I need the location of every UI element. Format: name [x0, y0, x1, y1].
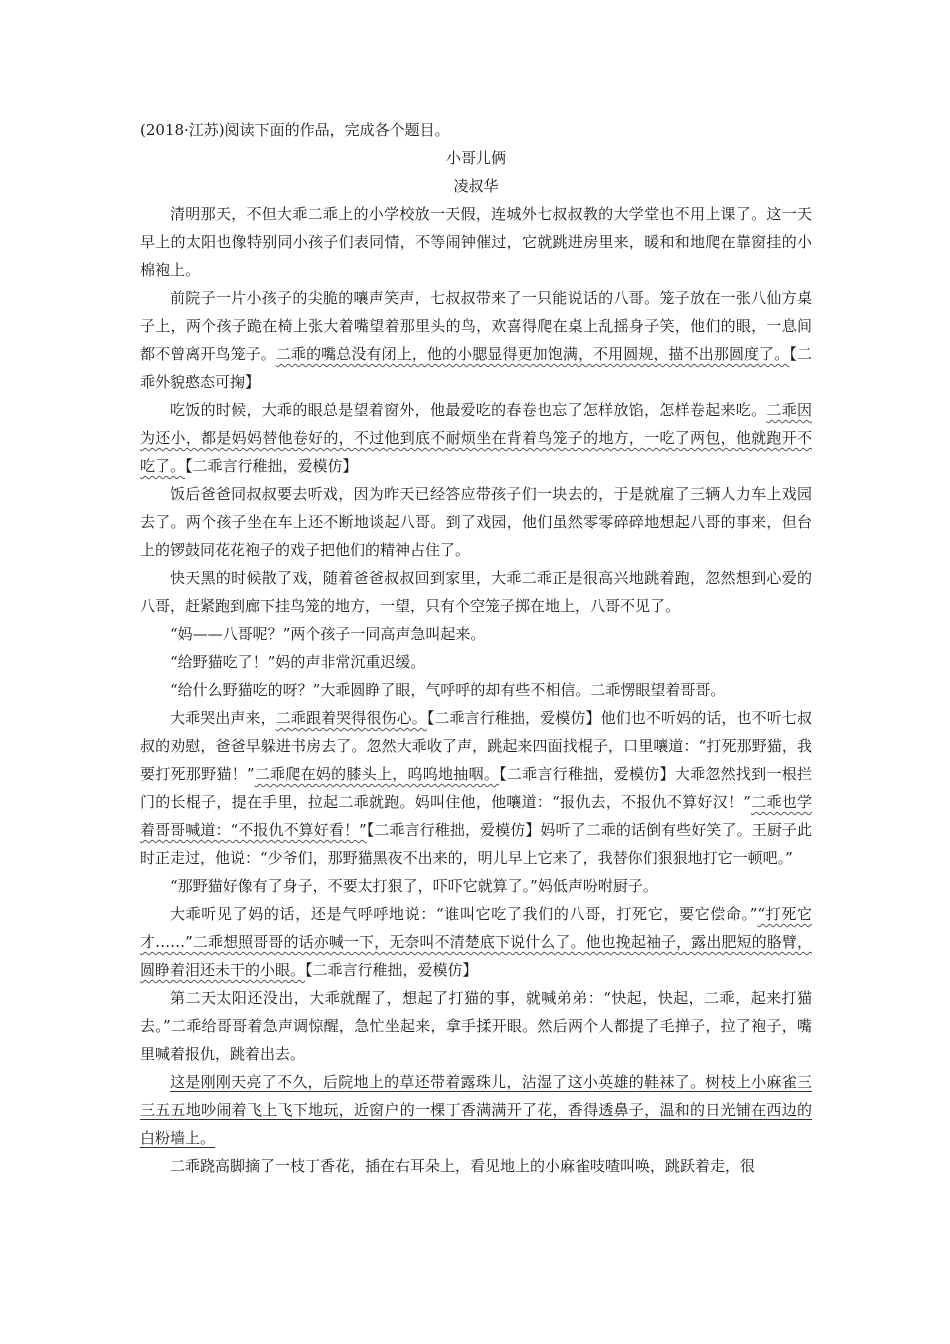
paragraph-text: 快天黑的时候散了戏，随着爸爸叔叔回到家里，大乖二乖正是很高兴地跳着跑，忽然想到心爱的八哥，赶紧跑到廊下挂鸟笼的地方，一望，只有个空笼子掷在地上，八哥不见了。	[140, 569, 812, 615]
paragraph	[140, 648, 812, 676]
article-title: 小哥儿俩	[445, 149, 506, 167]
paragraph	[140, 480, 812, 564]
paragraph-text: 【二乖言行稚拙，爱模仿】妈听了二乖的话倒有些好笑了。王厨子此时正走过，他说：“少爷们，那野猫黑夜不出来的，明儿早上它来了，我替你们狠狠地打它一顿吧。”	[140, 821, 812, 867]
paragraph-text: 大乖哭出声来，	[170, 709, 276, 727]
paragraph	[140, 284, 812, 396]
paragraph-text: 饭后爸爸同叔叔要去听戏，因为昨天已经答应带孩子们一块去的，于是就雇了三辆人力车上戏园去了。两个孩子坐在车上还不断地谈起八哥。到了戏园，他们虽然零零碎碎地想起八哥的事来，但台上的锣鼓同花花袍子的戏子把他们的精神占住了。	[140, 485, 812, 559]
underlined-text: 这是刚刚天亮了不久，后院地上的草还带着露珠儿，沾湿了这小英雄的鞋袜了。树枝上小麻雀三三五五地吵闹着飞上飞下地玩，近窗户的一棵丁香满满开了花，香得透鼻子，温和的日光铺在西边的白粉墙上。	[140, 1073, 812, 1147]
question-intro: (2018·江苏)阅读下面的作品，完成各个题目。	[140, 121, 450, 139]
wavy-underlined-text: 二乖因为还小，都是妈妈替他卷好的，不过他到底不耐烦坐在背着鸟笼子的地方，一吃了两包，他就跑开不吃了。	[140, 401, 812, 475]
wavy-underlined-text: 二乖跟着哭得很伤心。	[275, 709, 427, 727]
wavy-underlined-text: 二乖的嘴总没有闭上，他的小腮显得更加饱满，不用圆规，描不出那圆度了。	[275, 345, 790, 363]
article-body	[140, 200, 812, 1180]
paragraph	[140, 200, 812, 284]
paragraph-text: 【二乖言行稚拙，爱模仿】他们也不听妈的话，也不听七叔叔的劝慰，爸爸早躲进书房去了。忽然大乖收了声，跳起来四面找棍子，口里嚷道：“打死那野猫，我要打死那野猫！”	[140, 709, 812, 783]
paragraph	[140, 396, 812, 480]
paragraph-text: 前院子一片小孩子的尖脆的嚷声笑声，七叔叔带来了一只能说话的八哥。笼子放在一张八仙方桌子上，两个孩子跪在椅上张大着嘴望着那里头的鸟，欢喜得爬在桌上乱摇身子笑，他们的眼，一息间都不曾离开鸟笼子。	[140, 289, 812, 363]
paragraph	[140, 900, 812, 984]
paragraph	[140, 984, 812, 1068]
paragraph-text: “给野猫吃了！”妈的声非常沉重迟缓。	[170, 653, 426, 671]
paragraph-text: 大乖听见了妈的话，还是气呼呼地说：“谁叫它吃了我们的八哥，打死它，要它偿命。”	[170, 905, 758, 923]
wavy-underlined-text: 二乖爬在妈的膝头上，呜呜地抽咽。	[254, 765, 500, 783]
paragraph-text: 【二乖言行稚拙，爱模仿】	[305, 961, 478, 979]
wavy-underlined-text: 二乖也学着哥哥喊道：“不报仇不算好看！”	[140, 793, 812, 839]
paragraph-text: “给什么野猫吃的呀？”大乖圆睁了眼，气呼呼的却有些不相信。二乖愣眼望着哥哥。	[170, 681, 726, 699]
paragraph-text: 【二乖外貌憨态可掬】	[140, 345, 812, 391]
paragraph-text: “那野猫好像有了身子，不要太打狠了，吓吓它就算了。”妈低声吩咐厨子。	[170, 877, 658, 895]
paragraph	[140, 704, 812, 872]
paragraph	[140, 676, 812, 704]
paragraph	[140, 872, 812, 900]
paragraph	[140, 564, 812, 620]
paragraph	[140, 1068, 812, 1152]
paragraph	[140, 620, 812, 648]
paragraph-text: 【二乖言行稚拙，爱模仿】大乖忽然找到一根拦门的长棍子，提在手里，拉起二乖就跑。妈叫住他，他嚷道：“报仇去，不报仇不算好汉！”	[140, 765, 812, 811]
paragraph-text: 二乖跷高脚摘了一枝丁香花，插在右耳朵上，看见地上的小麻雀吱喳叫唤，跳跃着走，很	[170, 1157, 756, 1175]
paragraph-text: 吃饭的时候，大乖的眼总是望着窗外，他最爱吃的春卷也忘了怎样放馅，怎样卷起来吃。	[170, 401, 767, 419]
document-page	[140, 108, 812, 1180]
paragraph-text: 第二天太阳还没出，大乖就醒了，想起了打猫的事，就喊弟弟：“快起，快起，二乖，起来打猫去。”二乖给哥哥着急声调惊醒，急忙坐起来，拿手揉开眼。然后两个人都提了毛掸子，拉了袍子，嘴里喊着报仇，跳着出去。	[140, 989, 812, 1063]
article-author: 凌叔华	[453, 177, 499, 195]
paragraph-text: “妈——八哥呢？”两个孩子一同高声急叫起来。	[170, 625, 486, 643]
wavy-underlined-text: “打死它才……”二乖想照哥哥的话亦喊一下，无奈叫不清楚底下说什么了。他也挽起袖子，露出肥短的胳臂，圆睁着泪还未干的小眼。	[140, 905, 812, 979]
paragraph-text: 清明那天，不但大乖二乖上的小学校放一天假，连城外七叔叔教的大学堂也不用上课了。这一天早上的太阳也像特别同小孩子们表同情，不等闹钟催过，它就跳进房里来，暖和和地爬在靠窗挂的小棉袍上。	[140, 205, 812, 279]
paragraph	[140, 1152, 812, 1180]
paragraph-text: 【二乖言行稚拙，爱模仿】	[185, 457, 358, 475]
